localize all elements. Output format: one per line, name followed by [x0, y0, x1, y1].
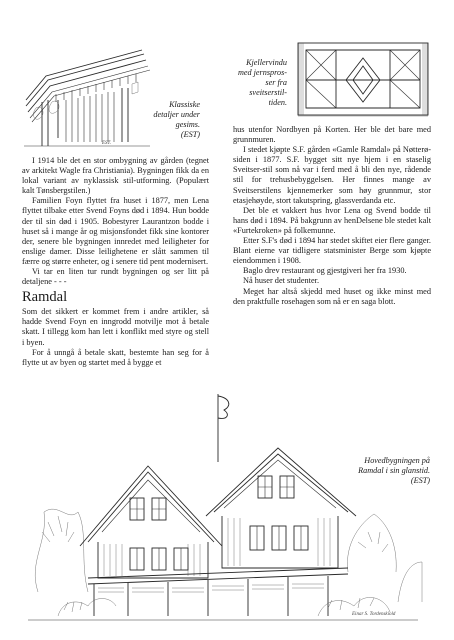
right-paragraph-4: Etter S.F's død i 1894 har stedet skiftet eier flere ganger. Blant eierne var tidligere statsminister Berge som kjøpte eiendommen i 1908. — [233, 236, 431, 266]
left-paragraph-5: For å unngå å betale skatt, bestemte han seg for å flytte ut av byen og startet med å bygge et — [22, 347, 209, 367]
right-paragraph-2: I stedet kjøpte S.F. gården «Gamle Ramdal» på Nøtterø-siden i 1877. S.F. bygget sitt nye hjem i en staselig Sveitser-stil som nå var i ferd med å bli den nye, rådende stil for trehusbebyggelsen. Her finnes mange av Sveitserstilens kjennemerker som høy grunnmur, stor etasjehøyde, stort takutspring, glassverdanda etc. — [233, 145, 431, 205]
left-paragraph-3: Vi tar en liten tur rundt bygningen og ser litt på detaljene - - - — [22, 267, 209, 287]
right-paragraph-3: Det ble et vakkert hus hvor Lena og Svend bodde til hans død i 1894. På bakgrunn av henDelsene ble stedet kalt «Furtekroken» på folkemunne. — [233, 205, 431, 235]
main-building-illustration — [18, 392, 428, 624]
signature-hovedbygning: Einar S. Tordenskiold — [352, 612, 396, 617]
basement-window-illustration — [296, 40, 432, 118]
left-column — [22, 156, 209, 368]
signature-gesims: EST. — [102, 141, 112, 146]
caption-hovedbygning: Hovedbygningen på Ramdal i sin glanstid. (EST) — [358, 456, 430, 485]
right-paragraph-1: hus utenfor Nordbyen på Korten. Her ble det bare med grunnmuren. — [233, 125, 431, 145]
caption-gesims: Klassiske detaljer under gesims. (EST) — [153, 100, 200, 139]
right-paragraph-6: Nå huser det studenter. — [243, 276, 320, 286]
right-column — [233, 125, 431, 307]
right-paragraph-7: Meget har altså skjedd med huset og ikke minst med den praktfulle rosehagen som nå er en saga blott. — [233, 286, 431, 306]
caption-kjeller: Kjellervindu med jernspros- ser fra sveitserstil- tiden. — [237, 58, 287, 107]
left-paragraph-2: Familien Foyn flyttet fra huset i 1877, men Lena flyttet tilbake etter Svend Foyns død i 1894. Hun bodde der til sin død i 1905. Bobestyrer Laurantzon bodde i huset så i mange år og misjonsfondet fikk sine kontorer der, senere ble bygningen innredet med leiligheter for enslige damer. Disse leilighetene er slått sammen til færre og større enheter, og i senere tid pent modernisert. — [22, 196, 209, 266]
cornice-illustration — [22, 42, 154, 150]
section-heading-ramdal: Ramdal — [22, 289, 68, 306]
left-paragraph-1: I 1914 ble det en stor ombygning av gården (tegnet av arkitekt Wagle fra Christiania). Bygningen fikk da en lokal variant av nyklassisk stil-utforming. (Populært kalt Tønsbergstilen.) — [22, 156, 209, 196]
right-paragraph-5: Baglo drev restaurant og gjestgiveri her fra 1930. — [243, 266, 407, 276]
left-paragraph-4: Som det sikkert er kommet frem i andre artikler, så hadde Svend Foyn en inngrodd motvilje mot å betale skatt. I tillegg kom han lett i konflikt med styre og stell i byen. — [22, 307, 209, 347]
